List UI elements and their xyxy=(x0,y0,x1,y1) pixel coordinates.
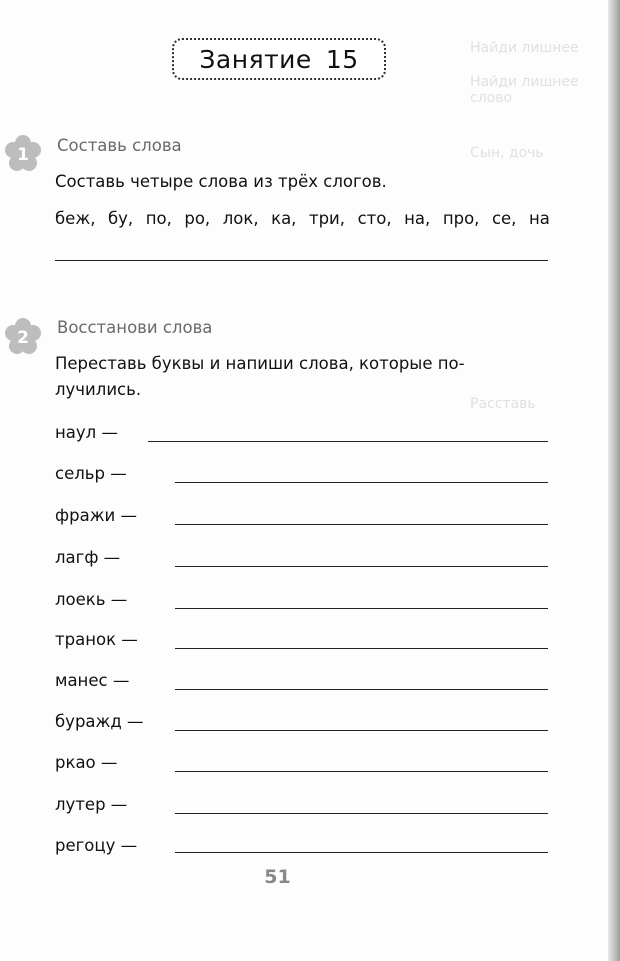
syllable: беж, xyxy=(55,209,96,228)
section-number: 2 xyxy=(17,328,29,348)
syllable: три, xyxy=(308,209,346,228)
flower-icon xyxy=(2,316,44,358)
syllable: лок, xyxy=(222,209,259,228)
section-number: 1 xyxy=(17,145,29,165)
scrambled-word: наул — xyxy=(55,423,118,442)
bleed-through-text: Найди лишнее слово xyxy=(470,74,579,106)
scrambled-word: регоцу — xyxy=(55,836,138,855)
lesson-title-label: Занятие xyxy=(199,44,312,74)
answer-line[interactable] xyxy=(175,482,548,483)
task-instruction: Составь четыре слова из трёх слогов. xyxy=(55,172,387,191)
bleed-through-text: Расставь xyxy=(470,396,536,412)
lesson-number: 15 xyxy=(325,44,359,74)
flower-icon xyxy=(2,133,44,175)
syllable: ка, xyxy=(271,209,297,228)
answer-line[interactable] xyxy=(175,813,548,814)
scrambled-word: сельр — xyxy=(55,464,127,483)
answer-line[interactable] xyxy=(175,689,548,690)
answer-line[interactable] xyxy=(175,524,548,525)
answer-line[interactable] xyxy=(55,260,548,261)
scrambled-word: лоекь — xyxy=(55,590,128,609)
syllable: бу, xyxy=(107,209,134,228)
page-edge xyxy=(608,0,620,961)
task-instruction-line: лучились. xyxy=(55,380,142,399)
answer-line[interactable] xyxy=(175,852,548,853)
bleed-through-text: Сын, дочь xyxy=(470,145,544,161)
answer-line[interactable] xyxy=(175,648,548,649)
section-heading: Восстанови слова xyxy=(57,318,213,337)
scrambled-word: буражд — xyxy=(55,712,144,731)
scrambled-word: ркао — xyxy=(55,753,118,772)
answer-line[interactable] xyxy=(175,771,548,772)
scrambled-word: лагф — xyxy=(55,548,121,567)
syllable: на xyxy=(528,209,550,228)
scrambled-word: лутер — xyxy=(55,795,128,814)
scrambled-word: манес — xyxy=(55,671,130,690)
syllable: по, xyxy=(145,209,172,228)
syllable: про, xyxy=(442,209,480,228)
page-number: 51 xyxy=(264,866,291,888)
bleed-through-text: Найди лишнее xyxy=(470,40,579,56)
task-instruction-line: Переставь буквы и напиши слова, которые по- xyxy=(55,354,465,373)
syllable: ро, xyxy=(184,209,211,228)
section-heading: Составь слова xyxy=(57,136,182,155)
answer-line[interactable] xyxy=(175,608,548,609)
scrambled-word: фражи — xyxy=(55,506,138,525)
syllable-list xyxy=(55,209,550,228)
syllable: се, xyxy=(491,209,517,228)
answer-line[interactable] xyxy=(148,441,548,442)
lesson-title xyxy=(172,38,386,80)
scrambled-word: транок — xyxy=(55,630,138,649)
answer-line[interactable] xyxy=(175,730,548,731)
syllable: сто, xyxy=(357,209,392,228)
answer-line[interactable] xyxy=(175,566,548,567)
syllable: на, xyxy=(404,209,431,228)
